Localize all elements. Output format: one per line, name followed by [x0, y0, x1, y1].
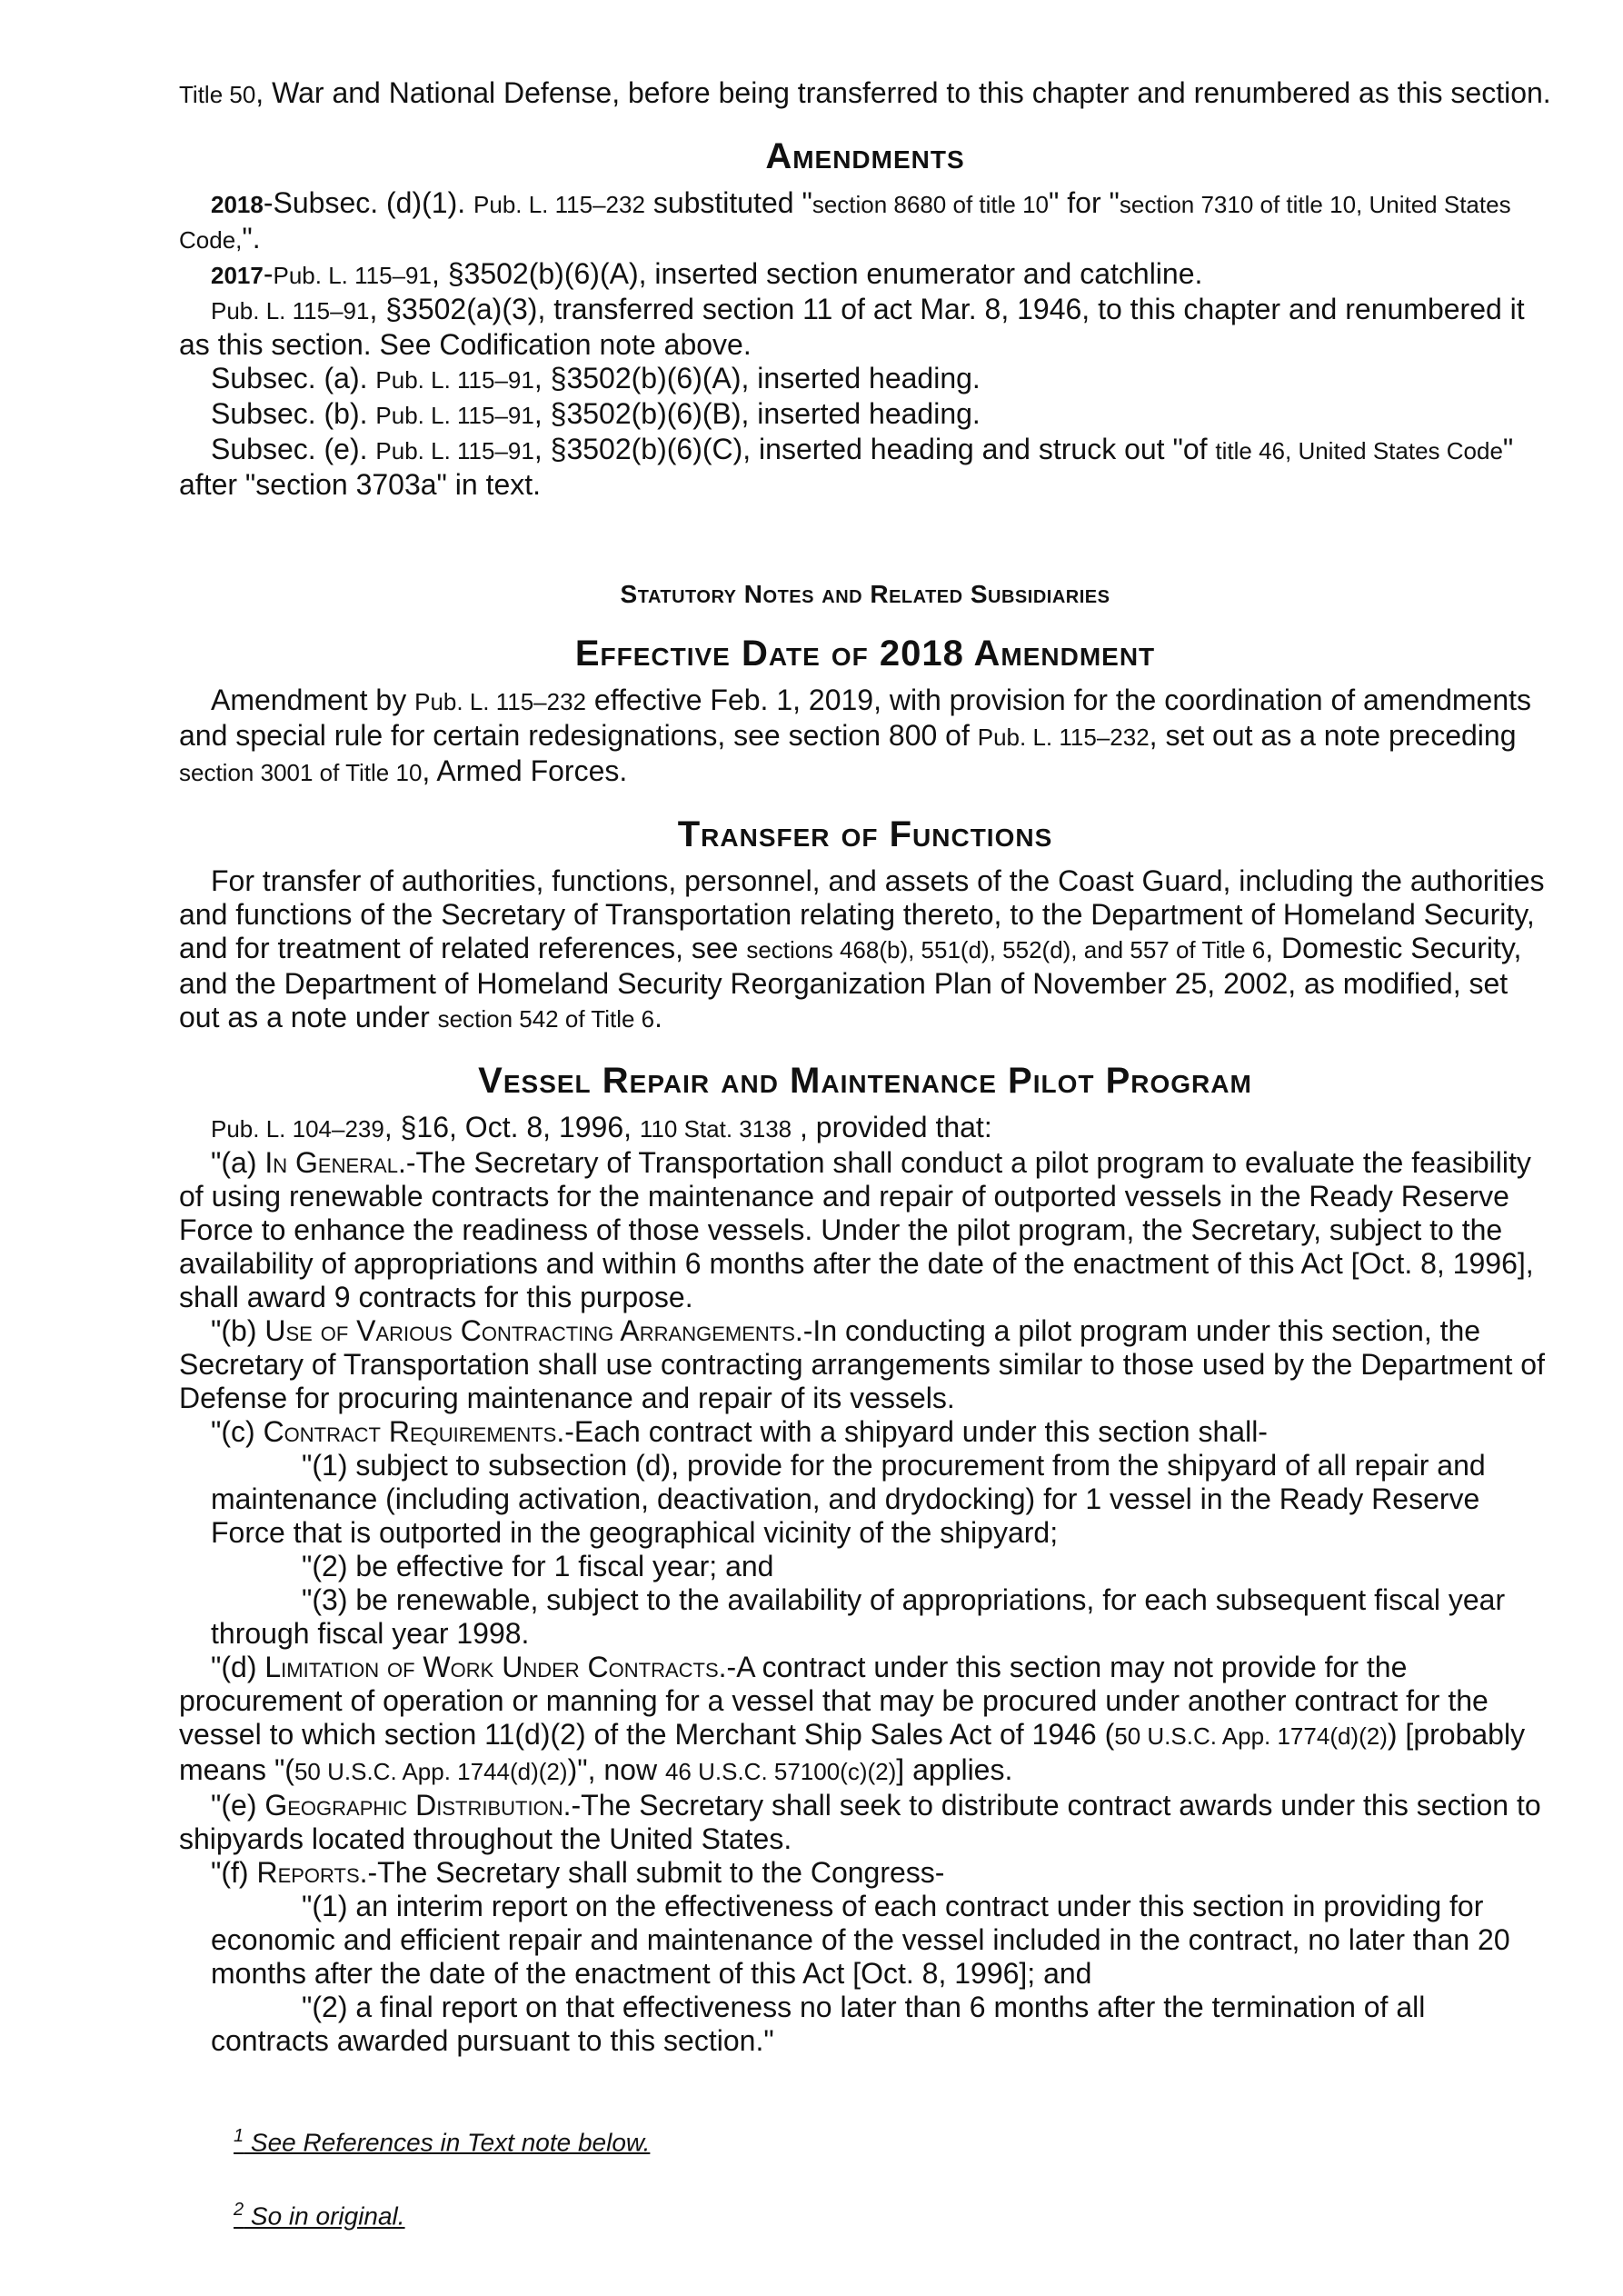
subsection-heading: In General: [264, 1146, 398, 1179]
amendment-subsec-e: [179, 433, 1551, 502]
text: .-The Secretary shall seek to distribute contract awards under this section to shipyards located throughout the United States.: [179, 1789, 1541, 1855]
reference[interactable]: 110 Stat. 3138: [639, 1115, 792, 1143]
pilot-subsec-c: [179, 1415, 1551, 1449]
text: "(d): [211, 1651, 265, 1683]
pub-law-link[interactable]: Pub. L. 115–91: [375, 366, 534, 394]
text: Amendment by: [211, 684, 415, 716]
footnote-number: 1: [234, 2126, 244, 2146]
footnote-number: 2: [234, 2200, 244, 2221]
text: ) [probably means "(: [179, 1718, 1526, 1786]
year: 2017: [211, 262, 264, 289]
reference[interactable]: section 8680 of title 10: [812, 191, 1050, 218]
text: , Domestic Security, and the Department of Homeland Security Reorganization Plan of November 25, 2002, as modified, set out as a note under: [179, 932, 1522, 1033]
reference[interactable]: sections 468(b), 551(d), 552(d), and 557 of Title 6: [746, 936, 1266, 963]
text: effective Feb. 1, 2019, with provision for the coordination of amendments and special rule for certain redesignations, see section 800 of: [179, 684, 1532, 752]
text: .-A contract under this section may not provide for the procurement of operation or manning for a vessel that may be procured under another contract for the vessel to which section 11(d)(2) of the Merchant Ship Sales Act of 1946 (: [179, 1651, 1489, 1751]
usc-reference[interactable]: 50 U.S.C. App. 1774(d)(2): [1114, 1722, 1388, 1750]
text: "(a): [211, 1146, 265, 1179]
subsection-heading: Contract Requirements: [263, 1415, 557, 1448]
pilot-subsec-f: [179, 1856, 1551, 1890]
usc-reference[interactable]: 46 U.S.C. 57100(c)(2): [664, 1758, 897, 1785]
effective-date-heading: Effective Date of 2018 Amendment: [574, 634, 1156, 674]
text: " for ": [1049, 186, 1120, 219]
pub-law-link[interactable]: Pub. L. 115–232: [414, 688, 587, 715]
text: , War and National Defense, before being transferred to this chapter and renumbered as this section.: [255, 76, 1551, 109]
pilot-intro: [179, 1111, 1551, 1146]
pub-law-link[interactable]: Pub. L. 115–91: [211, 297, 370, 324]
amendment-2017: [179, 257, 1551, 293]
footnote-1[interactable]: [234, 2120, 1551, 2159]
amendment-subsec-b: [179, 397, 1551, 433]
text: " after "section 3703a" in text.: [179, 433, 1514, 501]
text: -: [263, 257, 274, 290]
reference[interactable]: title 46, United States Code: [1215, 437, 1503, 464]
text: ".: [242, 222, 261, 255]
pub-law-link[interactable]: Pub. L. 104–239: [211, 1115, 384, 1143]
pub-law-link[interactable]: Pub. L. 115–91: [273, 262, 432, 289]
text: .-The Secretary of Transportation shall conduct a pilot program to evaluate the feasibility of using renewable contracts for the maintenance and repair of outported vessels in the Ready Reserve Force to enhance the readiness of those vessels. Under the pilot program, the Secretary, subject to the availability of appropriations and within 6 months after the date of the enactment of this Act [Oct. 8, 1996], shall award 9 contracts for this purpose.: [179, 1146, 1534, 1313]
pilot-subsec-c-3: "(3) be renewable, subject to the availability of appropriations, for each subsequent fiscal year through fiscal year 1998.: [211, 1583, 1506, 1650]
pub-law-link[interactable]: Pub. L. 115–91: [375, 402, 534, 429]
pilot-subsec-f-2: "(2) a final report on that effectiveness no later than 6 months after the termination of all contracts awarded pursuant to this section.": [211, 1991, 1426, 2057]
amendments-heading: Amendments: [765, 136, 965, 176]
pilot-subsec-e: [179, 1789, 1551, 1856]
document-page: [179, 76, 1551, 2233]
text: .: [654, 1001, 663, 1033]
footnote-2[interactable]: [234, 2193, 1551, 2232]
text: , §3502(b)(6)(A), inserted section enumerator and catchline.: [431, 257, 1203, 290]
amendment-2018: [179, 186, 1551, 257]
text: Subsec. (e).: [211, 433, 376, 465]
pilot-subsec-f-1: "(1) an interim report on the effectiveness of each contract under this section in providing for economic and efficient repair and maintenance of the vessel included in the contract, no later than 20 months after the date of the enactment of this Act [Oct. 8, 1996]; and: [211, 1890, 1510, 1990]
subsection-heading: Limitation of Work Under Contracts: [264, 1651, 719, 1683]
text: .-Each contract with a shipyard under this section shall-: [556, 1415, 1268, 1448]
pilot-subsec-c-2: "(2) be effective for 1 fiscal year; and: [302, 1550, 774, 1582]
transfer-paragraph: [179, 864, 1551, 1036]
pilot-program-heading: Vessel Repair and Maintenance Pilot Program: [478, 1061, 1252, 1101]
pilot-subsec-b: [179, 1314, 1551, 1415]
text: )", now: [567, 1753, 665, 1786]
text: substituted ": [644, 186, 812, 219]
reference[interactable]: section 3001 of Title 10: [179, 759, 423, 786]
pilot-subsec-c-1: "(1) subject to subsection (d), provide for the procurement from the shipyard of all repair and maintenance (including activation, deactivation, and drydocking) for 1 vessel in the Ready Reserve Force that is outported in the geographical vicinity of the shipyard;: [211, 1449, 1486, 1549]
text: , provided that:: [792, 1111, 992, 1143]
text: "(e): [211, 1789, 265, 1822]
reference[interactable]: section 7310 of title 10, United States Code,: [179, 191, 1511, 254]
text: "(b): [211, 1314, 265, 1347]
pilot-subsec-a: [179, 1146, 1551, 1314]
pub-law-link[interactable]: Pub. L. 115–232: [473, 191, 645, 218]
text: .-The Secretary shall submit to the Congress-: [359, 1856, 945, 1889]
pub-law-link[interactable]: Pub. L. 115–91: [375, 437, 534, 464]
intro-paragraph: [179, 76, 1551, 112]
statutory-notes-heading: Statutory Notes and Related Subsidiaries: [620, 580, 1110, 608]
text: -Subsec. (d)(1).: [263, 186, 474, 219]
amendment-2017-transfer: [179, 293, 1551, 362]
text: , Armed Forces.: [422, 754, 628, 787]
text: For transfer of authorities, functions, personnel, and assets of the Coast Guard, including the authorities and functions of the Secretary of Transportation relating thereto, to the Department of Homeland Security, and for treatment of related references, see: [179, 864, 1545, 964]
text: , §3502(b)(6)(A), inserted heading.: [533, 362, 981, 394]
pub-law-link[interactable]: Pub. L. 115–232: [977, 724, 1150, 751]
pilot-subsec-d: [179, 1651, 1551, 1789]
text: Subsec. (b).: [211, 397, 376, 430]
text: , set out as a note preceding: [1149, 719, 1517, 752]
effective-date-paragraph: [179, 684, 1551, 790]
footnote-text: See References in Text note below.: [244, 2128, 651, 2157]
year: 2018: [211, 191, 264, 218]
text: , §3502(b)(6)(B), inserted heading.: [533, 397, 981, 430]
text: .-In conducting a pilot program under this section, the Secretary of Transportation shall use contracting arrangements similar to those used by the Department of Defense for procuring maintenance and repair of its vessels.: [179, 1314, 1545, 1414]
text: "(c): [211, 1415, 264, 1448]
text: "(f): [211, 1856, 257, 1889]
subsection-heading: Reports: [256, 1856, 360, 1889]
reference: Title 50: [179, 81, 256, 108]
reference[interactable]: section 542 of Title 6: [437, 1005, 655, 1033]
text: , §16, Oct. 8, 1996,: [383, 1111, 640, 1143]
text: ] applies.: [896, 1753, 1013, 1786]
footnote-text: So in original.: [244, 2201, 405, 2231]
subsection-heading: Geographic Distribution: [264, 1789, 563, 1822]
text: Subsec. (a).: [211, 362, 376, 394]
text: , §3502(a)(3), transferred section 11 of act Mar. 8, 1946, to this chapter and renumbered it as this section. See Codification note above.: [179, 293, 1525, 361]
transfer-of-functions-heading: Transfer of Functions: [677, 814, 1053, 854]
subsection-heading: Use of Various Contracting Arrangements: [264, 1314, 795, 1347]
usc-reference[interactable]: 50 U.S.C. App. 1744(d)(2): [294, 1758, 568, 1785]
text: , §3502(b)(6)(C), inserted heading and struck out "of: [533, 433, 1216, 465]
amendment-subsec-a: [179, 362, 1551, 397]
